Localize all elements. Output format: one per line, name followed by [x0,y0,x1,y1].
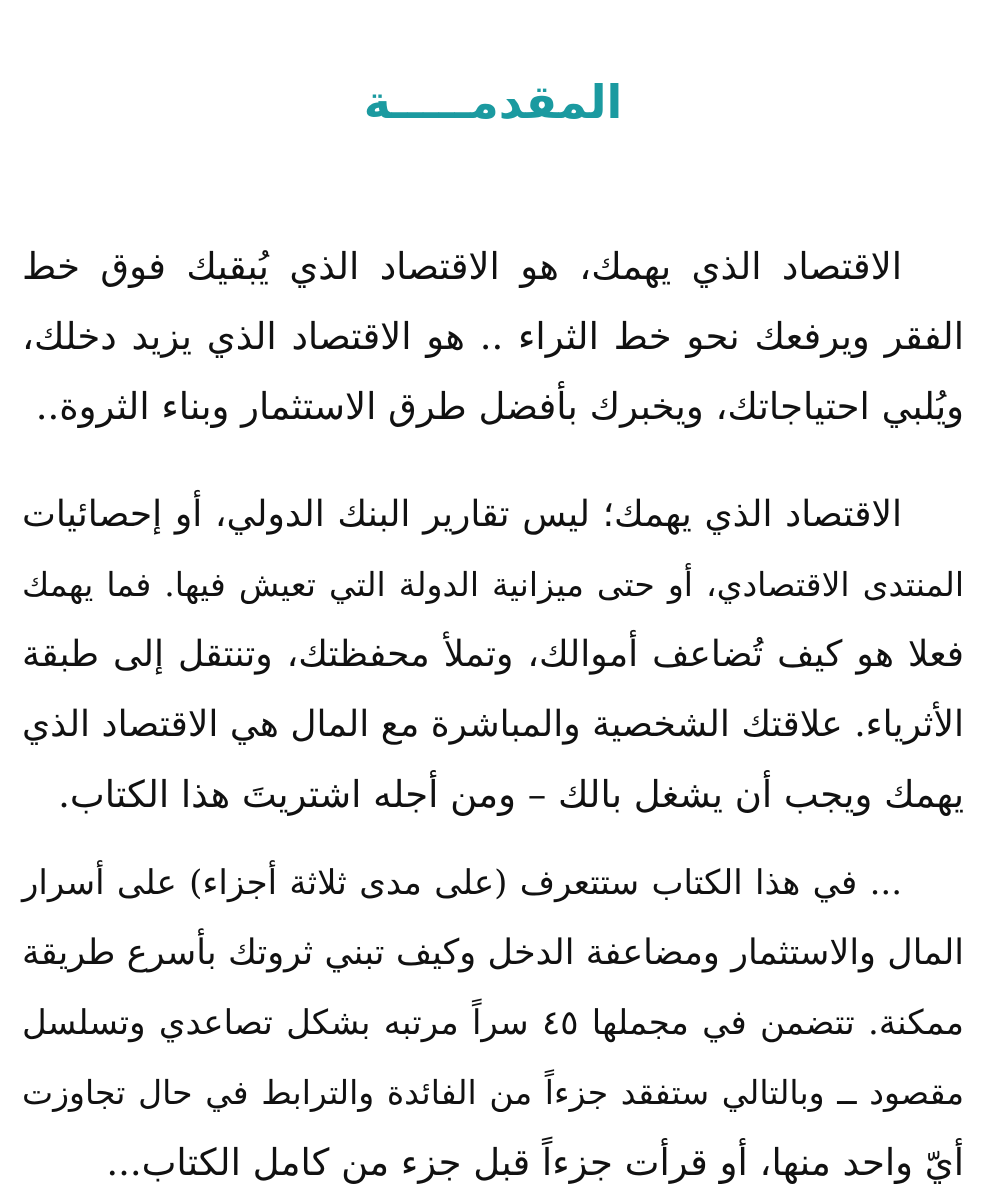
paragraph-line: يهمك ويجب أن يشغل بالك – ومن أجله اشتريتَ هذا الكتاب. [58,773,964,816]
paragraph-line: ممكنة. تتضمن في مجملها ٤٥ سراً مرتبه بشكل تصاعدي وتسلسل [22,1003,964,1043]
paragraph-line: الفقر ويرفعك نحو خط الثراء .. هو الاقتصاد الذي يزيد دخلك، [22,315,964,358]
paragraph-3 [22,848,964,1198]
paragraph-line: الأثرياء. علاقتك الشخصية والمباشرة مع المال هي الاقتصاد الذي [22,704,964,745]
page-title: المقدمـــــة [363,75,623,129]
paragraph-line: أيّ واحد منها، أو قرأت جزءاً قبل جزء من كامل الكتاب... [106,1141,964,1184]
paragraph-1 [22,232,964,442]
paragraph-line: المنتدى الاقتصادي، أو حتى ميزانية الدولة التي تعيش فيها. فما يهمك [22,565,964,604]
paragraph-line: ويُلبي احتياجاتك، ويخبرك بأفضل طرق الاستثمار وبناء الثروة.. [35,385,964,428]
paragraph-2 [22,480,964,830]
paragraph-line: الاقتصاد الذي يهمك؛ ليس تقارير البنك الدولي، أو إحصائيات [22,494,902,535]
paragraph-line: الاقتصاد الذي يهمك، هو الاقتصاد الذي يُبقيك فوق خط [22,245,902,288]
paragraph-line: مقصود ــ وبالتالي ستفقد جزءاً من الفائدة والترابط في حال تجاوزت [22,1073,964,1112]
paragraph-line: فعلا هو كيف تُضاعف أموالك، وتملأ محفظتك، وتنتقل إلى طبقة [22,634,964,675]
paragraph-line: المال والاستثمار ومضاعفة الدخل وكيف تبني ثروتك بأسرع طريقة [22,933,964,973]
paragraph-line: ... في هذا الكتاب ستتعرف (على مدى ثلاثة أجزاء) على أسرار [22,863,902,903]
